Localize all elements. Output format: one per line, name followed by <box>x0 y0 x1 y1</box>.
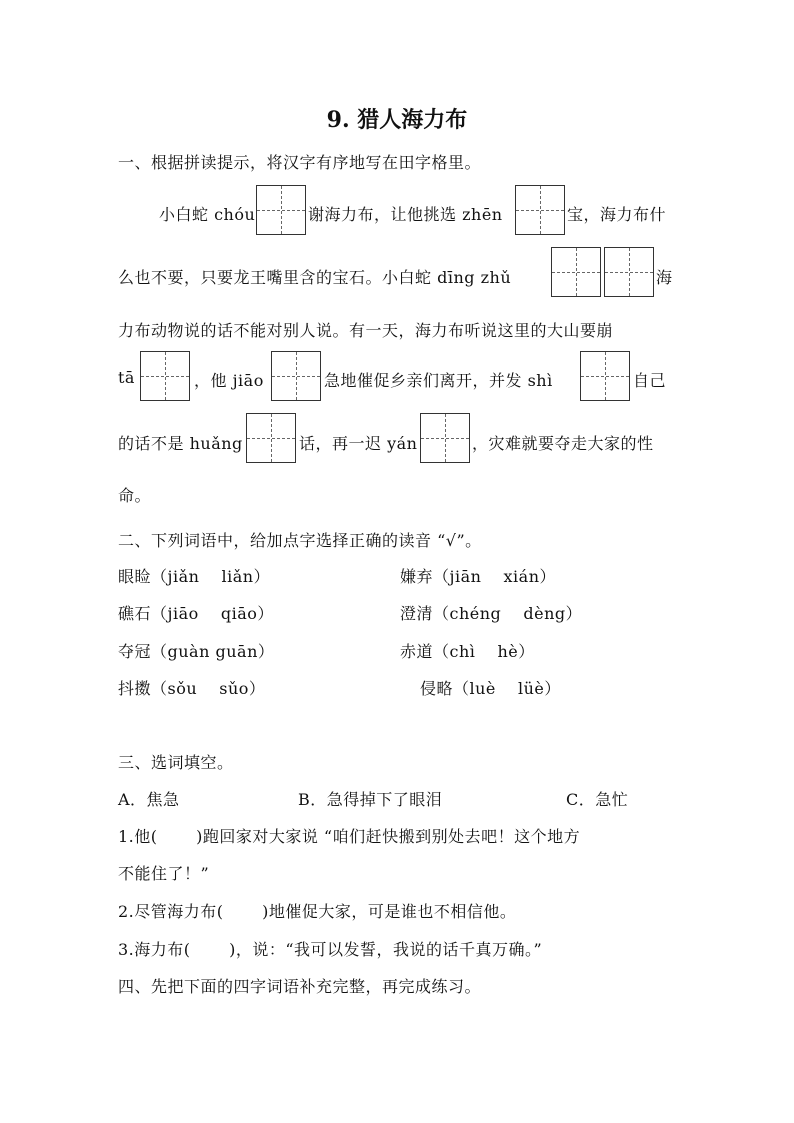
section1-heading: 一、根据拼读提示，将汉字有序地写在田字格里。 <box>118 153 482 172</box>
passage-text: 谢海力布，让他挑选 zhēn <box>308 205 503 224</box>
tianzige-box[interactable] <box>604 247 654 297</box>
passage-text: ，他 jiāo <box>194 371 264 390</box>
tianzige-box[interactable] <box>271 351 321 401</box>
option-b: B．急得掉下了眼泪 <box>298 790 443 809</box>
pinyin-choice-item[interactable]: 礁石（jiāo qiāo） <box>118 604 274 623</box>
passage-text: 自己 <box>633 371 667 390</box>
question-2[interactable]: 2.尽管海力布( )地催促大家，可是谁也不相信他。 <box>118 902 517 921</box>
section2-heading: 二、下列词语中，给加点字选择正确的读音 “√”。 <box>118 531 482 550</box>
tianzige-box[interactable] <box>140 351 190 401</box>
passage-text: 海 <box>656 268 673 287</box>
pinyin-choice-item[interactable]: 抖擞（sǒu sǔo） <box>118 679 266 698</box>
pinyin-choice-item[interactable]: 眼睑（jiǎn liǎn） <box>118 567 271 586</box>
pinyin-choice-item[interactable]: 夺冠（guàn guān） <box>118 642 275 661</box>
passage-text: ，灾难就要夺走大家的性 <box>472 434 654 453</box>
tianzige-box[interactable] <box>420 413 470 463</box>
tianzige-box[interactable] <box>256 185 306 235</box>
tianzige-box[interactable] <box>580 351 630 401</box>
tianzige-box[interactable] <box>515 185 565 235</box>
option-c: C．急忙 <box>566 790 629 809</box>
passage-text: 么也不要，只要龙王嘴里含的宝石。小白蛇 dīng zhǔ <box>118 268 512 287</box>
tianzige-box[interactable] <box>246 413 296 463</box>
tianzige-box[interactable] <box>551 247 601 297</box>
pinyin-choice-item[interactable]: 侵略（luè lüè） <box>420 679 561 698</box>
passage-text: tā <box>118 368 135 387</box>
pinyin-choice-item[interactable]: 澄清（chéng dèng） <box>400 604 583 623</box>
page-title: 9. 猎人海力布 <box>326 107 468 133</box>
section4-heading: 四、先把下面的四字词语补充完整，再完成练习。 <box>118 977 482 996</box>
option-a: A．焦急 <box>118 790 180 809</box>
passage-text: 的话不是 huǎng <box>118 434 243 453</box>
passage-text: 小白蛇 chóu <box>159 205 256 224</box>
question-3[interactable]: 3.海力布( )，说：“我可以发誓，我说的话千真万确。” <box>118 940 543 959</box>
passage-text: 急地催促乡亲们离开，并发 shì <box>324 371 553 390</box>
passage-text: 话，再一迟 yán <box>299 434 418 453</box>
pinyin-choice-item[interactable]: 赤道（chì hè） <box>400 642 535 661</box>
passage-text: 宝，海力布什 <box>567 205 667 224</box>
pinyin-choice-item[interactable]: 嫌弃（jiān xián） <box>400 567 556 586</box>
passage-text: 命。 <box>118 486 152 505</box>
question-1[interactable]: 1.他( )跑回家对大家说 “咱们赶快搬到别处去吧！这个地方 <box>118 827 581 846</box>
passage-text: 力布动物说的话不能对别人说。有一天，海力布听说这里的大山要崩 <box>118 321 614 340</box>
question-1-continued: 不能住了！” <box>118 864 210 883</box>
section3-heading: 三、选词填空。 <box>118 753 234 772</box>
